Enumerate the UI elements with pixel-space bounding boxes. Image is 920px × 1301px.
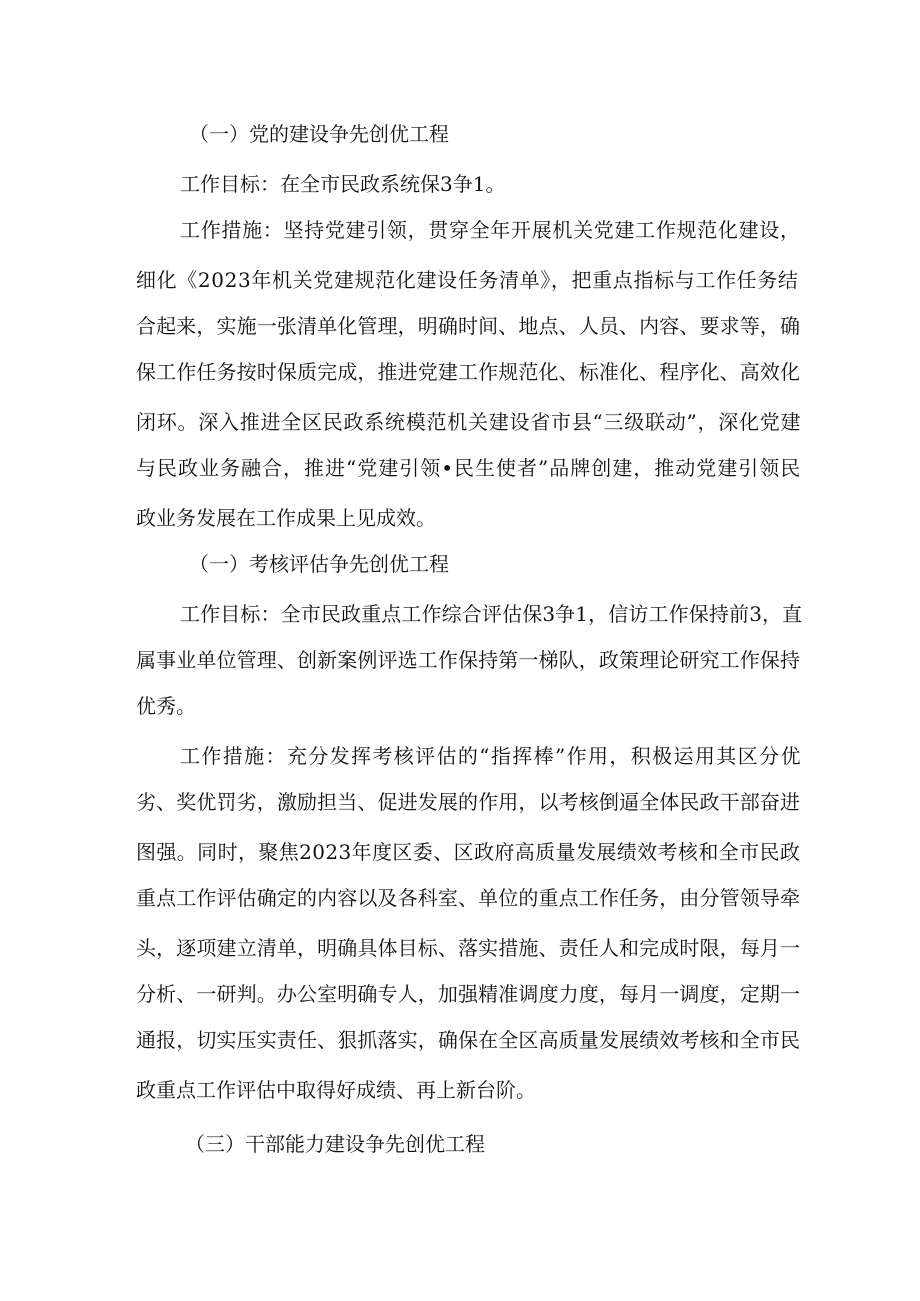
paragraph-line: 政业务发展在工作成果上见成效。 [136, 506, 436, 530]
paragraph-line: 工作目标：全市民政重点工作综合评估保3争1，信访工作保持前3，直 [180, 602, 803, 626]
paragraph-line: 重点工作评估确定的内容以及各科室、单位的重点工作任务，由分管领导牵 [136, 886, 801, 910]
section-heading: （一）党的建设争先创优工程 [189, 122, 449, 146]
paragraph-line: 劣、奖优罚劣，激励担当、促进发展的作用，以考核倒逼全体民政干部奋进 [136, 790, 801, 814]
paragraph-line: 工作目标：在全市民政系统保3争1。 [180, 172, 506, 196]
paragraph-line: 合起来，实施一张清单化管理，明确时间、地点、人员、内容、要求等，确 [136, 314, 801, 338]
paragraph-line: 头，逐项建立清单，明确具体目标、落实措施、责任人和完成时限，每月一 [136, 936, 801, 960]
section-heading: （一）考核评估争先创优工程 [189, 552, 449, 576]
paragraph-line: 保工作任务按时保质完成，推进党建工作规范化、标准化、程序化、高效化 [136, 360, 801, 384]
paragraph-line: 细化《2023年机关党建规范化建设任务清单》，把重点指标与工作任务结 [136, 268, 799, 292]
paragraph-line: 优秀。 [136, 694, 196, 718]
paragraph-line: 政重点工作评估中取得好成绩、再上新台阶。 [136, 1078, 536, 1102]
paragraph-line: 图强。同时，聚焦2023年度区委、区政府高质量发展绩效考核和全市民政 [136, 840, 801, 864]
paragraph-line: 工作措施：坚持党建引领，贯穿全年开展机关党建工作规范化建设， [180, 218, 801, 242]
paragraph-line: 分析、一研判。办公室明确专人，加强精准调度力度，每月一调度，定期一 [136, 982, 801, 1006]
paragraph-line: 闭环。深入推进全区民政系统模范机关建设省市县“三级联动”，深化党建 [136, 410, 802, 434]
paragraph-line: 属事业单位管理、创新案例评选工作保持第一梯队，政策理论研究工作保持 [136, 648, 801, 672]
section-heading: （三）干部能力建设争先创优工程 [185, 1132, 485, 1156]
paragraph-line: 通报，切实压实责任、狠抓落实，确保在全区高质量发展绩效考核和全市民 [136, 1028, 801, 1052]
paragraph-line: 工作措施：充分发挥考核评估的“指挥棒”作用，积极运用其区分优 [180, 744, 802, 768]
paragraph-line: 与民政业务融合，推进“党建引领•民生使者”品牌创建，推动党建引领民 [136, 456, 802, 480]
